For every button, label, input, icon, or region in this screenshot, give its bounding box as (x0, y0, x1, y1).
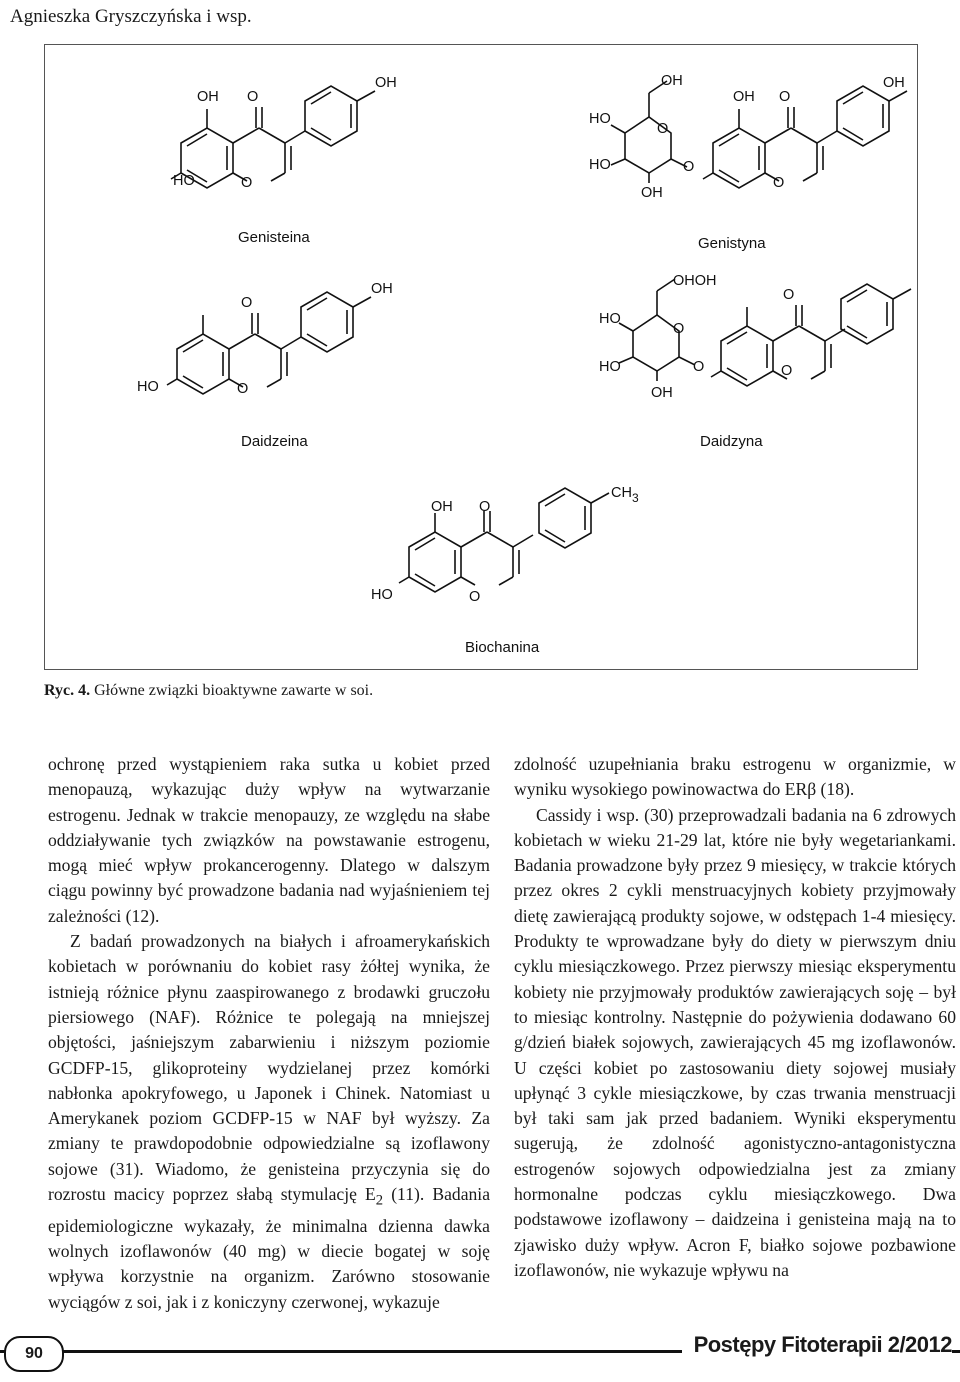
atom-label: HO (589, 111, 611, 127)
atom-label: OH (375, 75, 397, 91)
caption-label: Ryc. 4. (44, 682, 91, 699)
journal-title: Postępy Fitoterapii 2/2012 (682, 1332, 952, 1358)
caption-text: Główne związki bioaktywne zawarte w soi. (94, 682, 374, 699)
label-daidzeina: Daidzeina (241, 433, 308, 450)
atom-label: OH (733, 89, 755, 105)
structure-biochanina (371, 485, 639, 605)
atom-label: O (657, 121, 669, 137)
chemical-structures-diagram (45, 45, 917, 669)
atom-label: O (683, 159, 695, 175)
atom-label: $CH_3$ (611, 485, 639, 505)
paragraph: zdolność uzupełniania braku estrogenu w organizmie, w wyniku wysokiego powinowactwa do ERβ (18). (514, 754, 956, 800)
text-column-right (514, 752, 956, 1283)
structure-genistyna (589, 73, 907, 201)
paragraph: ochronę przed wystąpieniem raka sutka u kobiet przed menopauzą, wykazując duży wpływ na wytwarzanie estrogenu. Jednak w trakcie menopauzy, ze względu na słabe oddziaływanie tych związków na powstawanie estrogenu, mogą mieć wpływ prokancerogenny. Dlatego w dalszym ciągu powinny być prowadzone badania nad wyjaśnieniem tej zależności (12). (48, 754, 490, 926)
structure-daidzeina (137, 281, 393, 397)
atom-label: OH (431, 499, 453, 515)
atom-label: HO (599, 359, 621, 375)
page-footer (0, 1328, 960, 1378)
text-column-left (48, 752, 490, 1315)
page-number: 90 (4, 1336, 64, 1372)
atom-label: HO (371, 587, 393, 603)
atom-label: O (673, 321, 685, 337)
atom-label: HO (137, 379, 159, 395)
structure-daidzyna (599, 273, 911, 401)
atom-label: OH (371, 281, 393, 297)
atom-label: O (783, 287, 795, 303)
atom-label: O (241, 295, 253, 311)
atom-label: O (773, 175, 785, 191)
atom-label: O (479, 499, 491, 515)
label-genistyna: Genistyna (698, 235, 766, 252)
label-genisteina: Genisteina (238, 229, 310, 246)
structure-genisteina (171, 75, 397, 191)
label-daidzyna: Daidzyna (700, 433, 763, 450)
atom-label: O (779, 89, 791, 105)
atom-label: OH (641, 185, 663, 201)
atom-label: HO (589, 157, 611, 173)
atom-label: OH (197, 89, 219, 105)
atom-label: HO (599, 311, 621, 327)
atom-label: OH (661, 73, 683, 89)
atom-label: OH (651, 385, 673, 401)
atom-label: HO (173, 173, 195, 189)
figure-caption (44, 682, 373, 700)
atom-label: O (247, 89, 259, 105)
paragraph: Cassidy i wsp. (30) przeprowadzali badania na 6 zdrowych kobietach w wieku 21-29 lat, które nie były wegetariankami. Badania prowadzone były przez 9 miesięcy, w trakcie których przez okres 2 cykli menstruacyjnych kobiety przyjmowały dietę zawierającą produkty sojowe, w odstępach 1-4 miesięcy. Produkty te wprowadzane były do diety w pierwszym dniu cyklu miesiączkowego. Przez pierwszy miesiąc eksperymentu kobiety nie przyjmowały produktów zawierających soję – był to miesiąc kontrolny. Następnie do pożywienia dodawano 60 g/dzień białek sojowych, zawierających 45 mg izoflawonów. U części kobiet po zastosowaniu diety sojowej musiały upłynąć 3 cykle miesiączkowe, by czas trwania menstruacji był taki sam jak przed badaniem. Wyniki eksperymentu sugerują, że zdolność agonistyczno-antagonistyczna estrogenów sojowych odpowiedzialna jest za zmiany hormonalne podczas cyklu miesiączkowego. Dwa podstawowe izoflawony – daidzeina i genisteina mają na to zjawisko duży wpływ. Acron F, białko sojowe pozbawione izoflawonów, nie wykazuje wpływu na (514, 804, 956, 1280)
atom-label: O (693, 359, 705, 375)
label-biochanina: Biochanina (465, 639, 540, 656)
atom-label: O (237, 381, 249, 397)
atom-label: O (781, 363, 793, 379)
running-head: Agnieszka Gryszczyńska i wsp. (10, 6, 252, 27)
atom-label: OHOH (673, 273, 717, 289)
atom-label: OH (883, 75, 905, 91)
atom-label: O (469, 589, 481, 605)
figure-panel (44, 44, 918, 670)
paragraph: Z badań prowadzonych na białych i afroamerykańskich kobietach w porównaniu do kobiet rasy żółtej wynika, że istnieją różnice płynu zaaspirowanego z brodawki gruczołu piersiowego (NAF). Różnice te polegają na mniejszej objętości, jaśniejszym zabarwieniu i niższym poziomie GCDFP-15, glikoproteiny wydzielanej przez komórki nabłonka apokryfowego, u Japonek i Chinek. Natomiast u Amerykanek poziom GCDFP-15 w NAF był wyższy. Za zmiany te prawdopodobnie odpowiedzialne są izoflawony sojowe (31). Wiadomo, że genisteina przyczynia się do rozrostu macicy poprzez słabą stymulację $E_2$ (11). Badania epidemiologiczne wykazały, że minimalna dzienna dawka wolnych izoflawonów (40 mg) w diecie bogatej w soję wpływa korzystnie na organizm. Zarówno stosowanie wyciągów z soi, jak i z koniczyny czerwonej, wykazuje (48, 931, 491, 1312)
atom-label: O (241, 175, 253, 191)
